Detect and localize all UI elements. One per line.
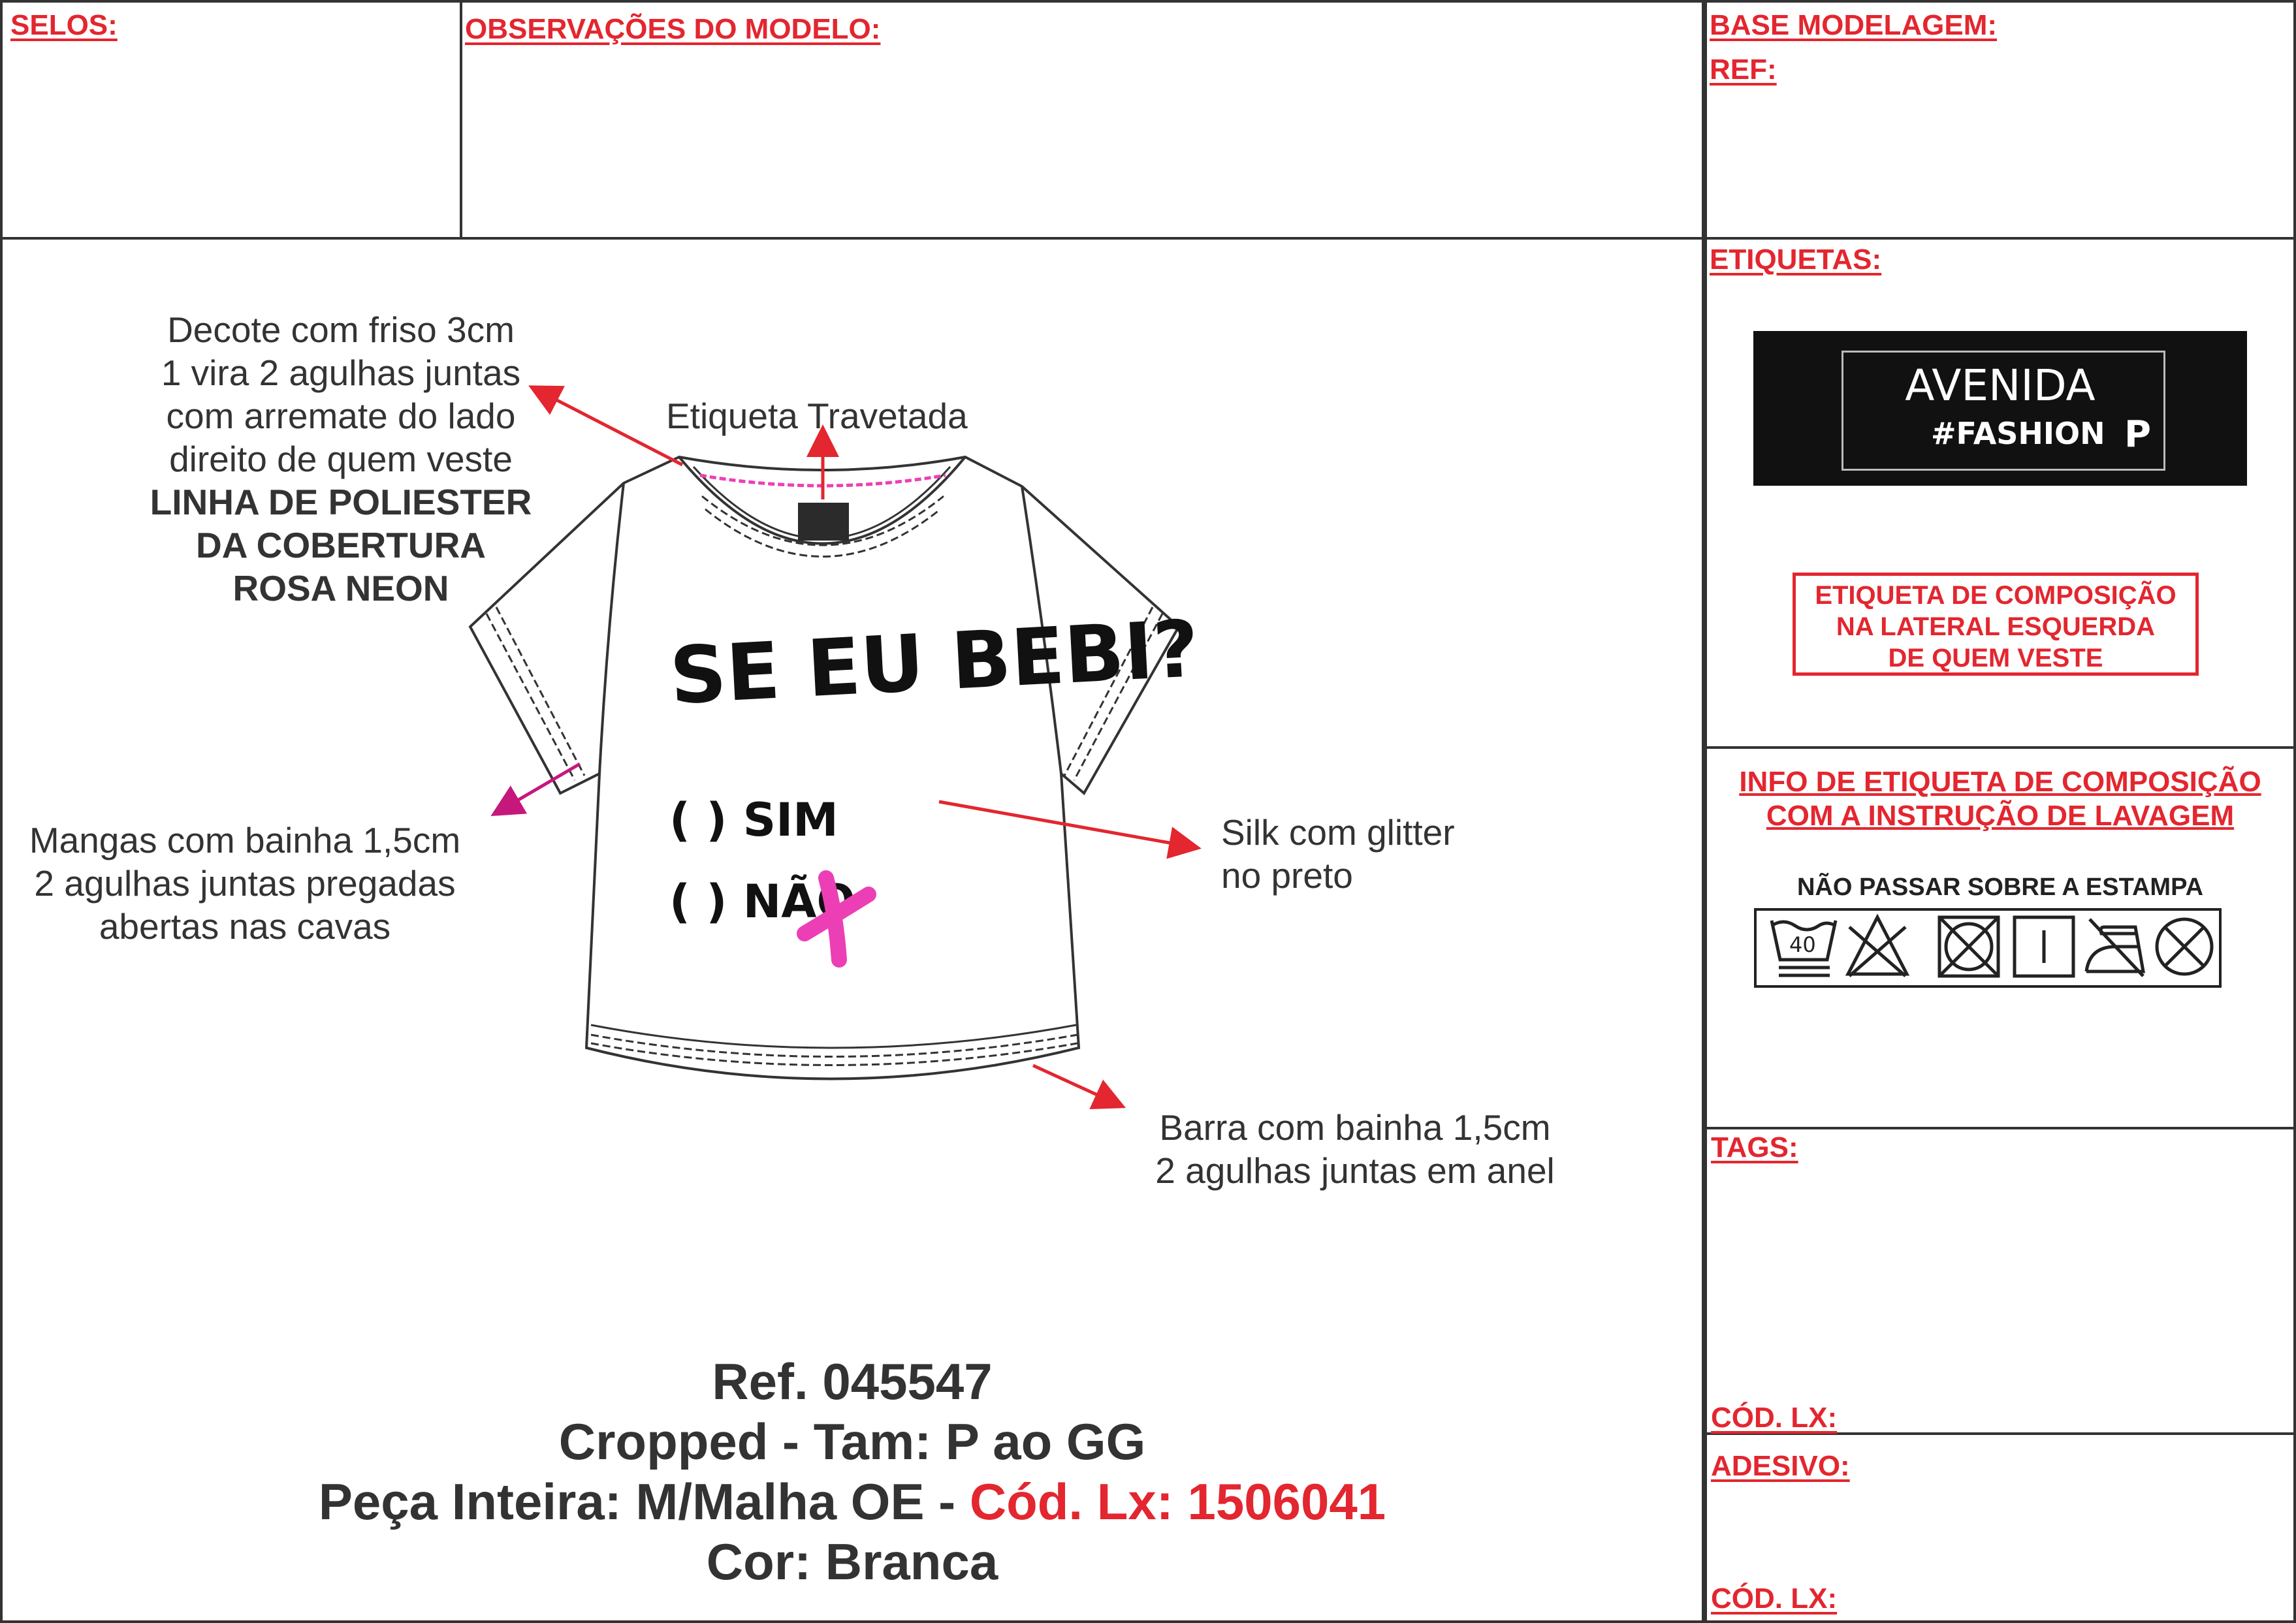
etiqueta-travetada-callout: Etiqueta Travetada [666, 396, 968, 436]
barra-line-1: Barra com bainha 1,5cm [1159, 1107, 1551, 1148]
brand-label [1753, 331, 2247, 486]
mangas-callout [13, 819, 477, 948]
product-info [0, 1351, 1704, 1592]
brand-name: AVENIDA [1905, 360, 2096, 411]
product-line-3 [0, 1472, 1704, 1532]
decote-line-3: com arremate do lado [166, 396, 516, 436]
composition-note-box [1793, 573, 2199, 676]
print-option-no: ( ) NÃO [669, 875, 855, 928]
mangas-line-3: abertas nas cavas [99, 906, 391, 947]
barra-line-2: 2 agulhas juntas em anel [1155, 1150, 1555, 1191]
silk-line-2: no preto [1221, 855, 1353, 896]
decote-line-1: Decote com friso 3cm [167, 309, 515, 350]
tshirt-outline [470, 457, 1179, 1079]
product-line-3-prefix: Peça Inteira: M/Malha OE - [318, 1473, 970, 1530]
decote-bold-line-3: ROSA NEON [232, 568, 449, 608]
product-line-2: Cropped - Tam: P ao GG [558, 1413, 1146, 1470]
print-headline: SE EU BEBI? [667, 603, 1202, 723]
brand-size: P [2124, 413, 2152, 456]
composition-note-line-3: DE QUEM VESTE [1888, 644, 2103, 672]
selos-header: SELOS: [10, 9, 118, 41]
tags-header: TAGS: [1711, 1131, 1798, 1163]
adesivo-header: ADESIVO: [1711, 1450, 1850, 1482]
ref-header: REF: [1710, 54, 1777, 86]
composition-note-line-2: NA LATERAL ESQUERDA [1836, 612, 2156, 641]
adesivo-cod-lx-header: CÓD. LX: [1711, 1583, 1838, 1615]
composition-note-line-1: ETIQUETA DE COMPOSIÇÃO [1815, 581, 2176, 610]
silk-callout [1221, 811, 1455, 897]
mangas-line-1: Mangas com bainha 1,5cm [29, 820, 461, 860]
decote-arrow [534, 388, 682, 465]
info-etiqueta-header-2: COM A INSTRUÇÃO DE LAVAGEM [1766, 800, 2235, 832]
product-cod-lx: Cód. Lx: 1506041 [969, 1473, 1386, 1530]
tags-cod-lx-header: CÓD. LX: [1711, 1402, 1838, 1434]
product-ref: Ref. 045547 [712, 1353, 993, 1410]
product-color: Cor: Branca [706, 1533, 998, 1590]
decote-bold-line-2: DA COBERTURA [195, 525, 486, 565]
silk-line-1: Silk com glitter [1221, 812, 1455, 853]
decote-bold-line-1: LINHA DE POLIESTER [150, 482, 532, 522]
decote-line-4: direito de quem veste [169, 439, 513, 479]
wash-temp: 40 [1789, 932, 1816, 957]
info-etiqueta-header-1: INFO DE ETIQUETA DE COMPOSIÇÃO [1739, 766, 2261, 798]
etiquetas-header: ETIQUETAS: [1710, 244, 1882, 276]
barra-callout [1126, 1106, 1584, 1192]
brand-tag: #FASHION [1931, 416, 2105, 451]
observacoes-header: OBSERVAÇÕES DO MODELO: [465, 13, 881, 45]
mangas-line-2: 2 agulhas juntas pregadas [34, 863, 456, 904]
decote-line-2: 1 vira 2 agulhas juntas [161, 353, 521, 393]
barra-arrow [1033, 1065, 1120, 1105]
decote-callout [138, 308, 543, 610]
print-option-yes: ( ) SIM [669, 793, 838, 847]
base-modelagem-header: BASE MODELAGEM: [1710, 9, 1997, 41]
etiqueta-travetada-patch [798, 503, 849, 541]
care-warning: NÃO PASSAR SOBRE A ESTAMPA [1796, 874, 2204, 901]
